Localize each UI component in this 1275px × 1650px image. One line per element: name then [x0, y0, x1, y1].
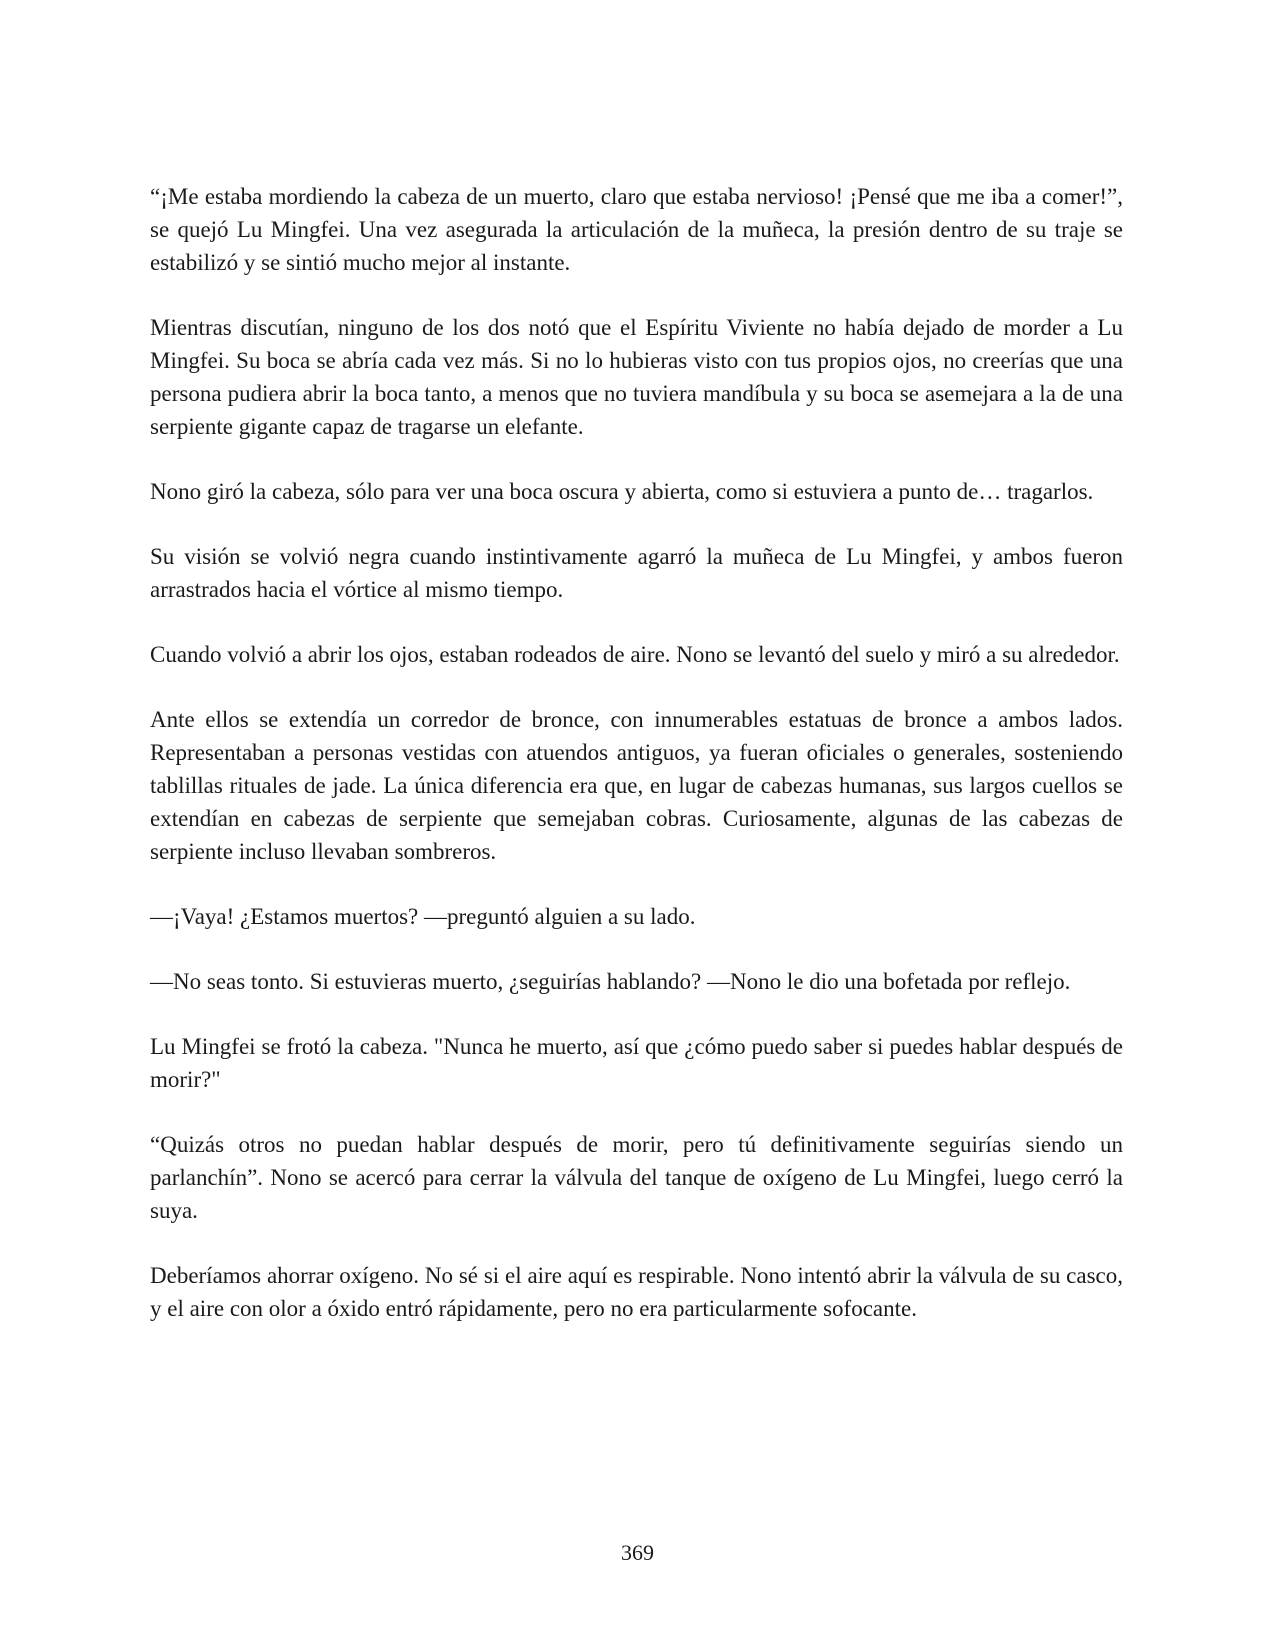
- paragraph: —No seas tonto. Si estuvieras muerto, ¿seguirías hablando? —Nono le dio una bofetada por reflejo.: [150, 969, 1071, 994]
- paragraph: Lu Mingfei se frotó la cabeza. "Nunca he muerto, así que ¿cómo puedo saber si puedes hablar después de morir?": [150, 1034, 1123, 1092]
- paragraph: —¡Vaya! ¿Estamos muertos? —preguntó alguien a su lado.: [150, 904, 696, 929]
- page-number: 369: [621, 1540, 654, 1565]
- paragraph: “Quizás otros no puedan hablar después de morir, pero tú definitivamente seguirías siendo un parlanchín”. Nono se acercó para cerrar la válvula del tanque de oxígeno de Lu Mingfei, luego cerró la suya.: [150, 1132, 1123, 1223]
- paragraph: “¡Me estaba mordiendo la cabeza de un muerto, claro que estaba nervioso! ¡Pensé que me iba a comer!”, se quejó Lu Mingfei. Una vez asegurada la articulación de la muñeca, la presión dentro de su traje se estabilizó y se sintió mucho mejor al instante.: [150, 184, 1123, 275]
- paragraph: Su visión se volvió negra cuando instintivamente agarró la muñeca de Lu Mingfei, y ambos fueron arrastrados hacia el vórtice al mismo tiempo.: [150, 544, 1123, 602]
- paragraph: Cuando volvió a abrir los ojos, estaban rodeados de aire. Nono se levantó del suelo y miró a su alrededor.: [150, 642, 1120, 667]
- body-text: [150, 180, 1123, 1325]
- paragraph: Mientras discutían, ninguno de los dos notó que el Espíritu Viviente no había dejado de morder a Lu Mingfei. Su boca se abría cada vez más. Si no lo hubieras visto con tus propios ojos, no creerías que una persona pudiera abrir la boca tanto, a menos que no tuviera mandíbula y su boca se asemejara a la de una serpiente gigante capaz de tragarse un elefante.: [150, 315, 1123, 439]
- paragraph: Ante ellos se extendía un corredor de bronce, con innumerables estatuas de bronce a ambos lados. Representaban a personas vestidas con atuendos antiguos, ya fueran oficiales o generales, sosteniendo tablillas rituales de jade. La única diferencia era que, en lugar de cabezas humanas, sus largos cuellos se extendían en cabezas de serpiente que semejaban cobras. Curiosamente, algunas de las cabezas de serpiente incluso llevaban sombreros.: [150, 707, 1123, 864]
- paragraph: Deberíamos ahorrar oxígeno. No sé si el aire aquí es respirable. Nono intentó abrir la válvula de su casco, y el aire con olor a óxido entró rápidamente, pero no era particularmente sofocante.: [150, 1263, 1123, 1321]
- paragraph: Nono giró la cabeza, sólo para ver una boca oscura y abierta, como si estuviera a punto de… tragarlos.: [150, 479, 1094, 504]
